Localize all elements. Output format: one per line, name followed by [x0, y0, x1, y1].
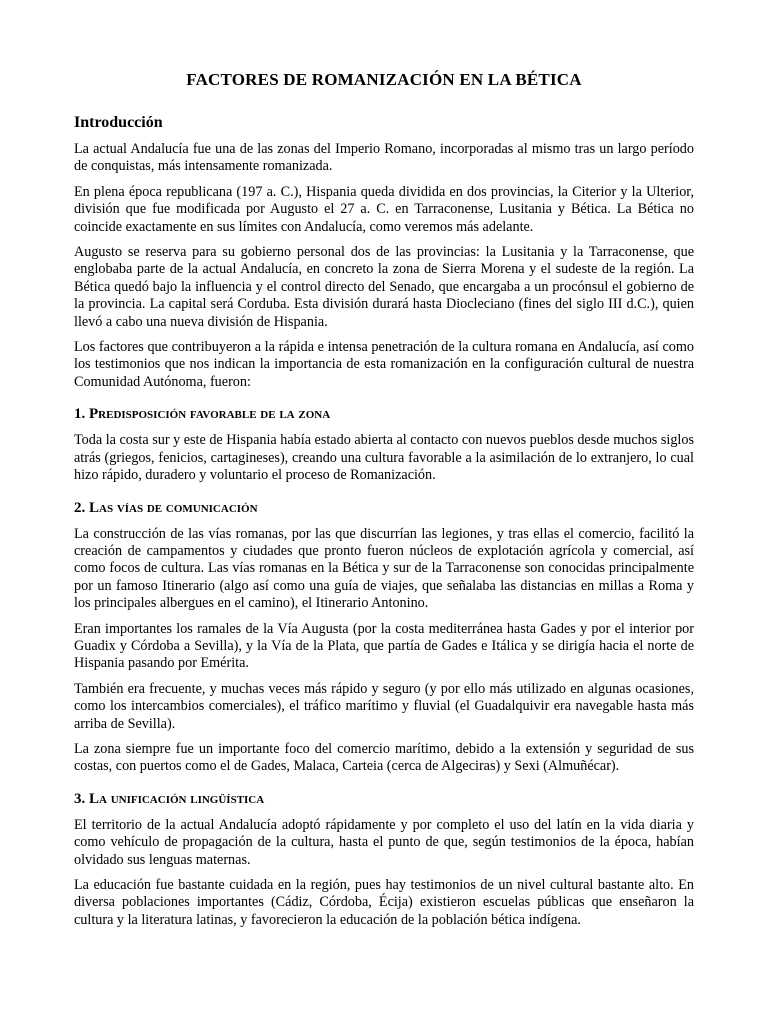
- section-paragraph: También era frecuente, y muchas veces más rápido y seguro (y por ello más utilizado en algunas ocasiones, como los intercambios comerciales), el tráfico marítimo y fluvial (el Guadalquivir era navegable hasta más arriba de Sevilla).: [74, 680, 694, 732]
- document-title: FACTORES DE ROMANIZACIÓN EN LA BÉTICA: [186, 70, 582, 89]
- section-paragraph: El territorio de la actual Andalucía adoptó rápidamente y por completo el uso del latín en la vida diaria y como vehículo de propagación de la cultura, hasta el punto de que, según testimonios de la época, habían olvidado sus lenguas maternas.: [74, 816, 694, 868]
- intro-paragraph-1: La actual Andalucía fue una de las zonas del Imperio Romano, incorporadas al mismo tras un largo período de conquistas, más intensamente romanizada.: [74, 141, 694, 175]
- section-1: [74, 406, 694, 484]
- section-heading: [74, 406, 694, 423]
- section-number: 3.: [74, 790, 86, 807]
- section-heading: [74, 500, 694, 517]
- section-title: La unificación lingüística: [89, 790, 265, 807]
- intro-heading: Introducción: [74, 114, 163, 131]
- intro-paragraph-2: En plena época republicana (197 a. C.), Hispania queda dividida en dos provincias, la Citerior y la Ulterior, división que fue modificada por Augusto el 27 a. C. en Tarraconense, Lusitania y Bética. La Bética no coincide exactamente en sus límites con Andalucía, como veremos más adelante.: [74, 183, 694, 235]
- section-heading: [74, 791, 694, 808]
- section-paragraph: La construcción de las vías romanas, por las que discurrían las legiones, y tras ellas el comercio, facilitó la creación de campamentos y ciudades que pronto fueron núcleos de explotación agrícola y comercial, así como focos de cultura. Las vías romanas en la Bética y sur de la Tarraconense son conocidas principalmente por un famoso Itinerario (algo así como una guía de viajes, que señalaba las distancias en millas a Roma y los principales albergues en el camino), el Itinerario Antonino.: [74, 525, 694, 612]
- section-paragraph: Toda la costa sur y este de Hispania había estado abierta al contacto con nuevos pueblos desde muchos siglos atrás (griegos, fenicios, cartagineses), creando una cultura favorable a la asimilación de lo extranjero, lo cual hizo rápido, duradero y voluntario el proceso de Romanización.: [74, 432, 694, 484]
- section-paragraph: Eran importantes los ramales de la Vía Augusta (por la costa mediterránea hasta Gades y por el interior por Guadix y Córdoba a Sevilla), y la Vía de la Plata, que partía de Gades e Itálica y se dirigía hacia el norte de Hispania pasando por Emérita.: [74, 620, 694, 672]
- intro-paragraph-3: Augusto se reserva para su gobierno personal dos de las provincias: la Lusitania y la Tarraconense, que englobaba parte de la actual Andalucía, en concreto la zona de Sierra Morena y el sudeste de la región. La Bética quedó bajo la influencia y el control directo del Senado, que encargaba a un procónsul el gobierno de la provincia. La capital será Corduba. Esta división durará hasta Diocleciano (fines del siglo III d.C.), quien llevó a cabo una nueva división de Hispania.: [74, 244, 694, 330]
- section-3: [74, 791, 694, 929]
- section-paragraph: La zona siempre fue un importante foco del comercio marítimo, debido a la extensión y seguridad de sus costas, con puertos como el de Gades, Malaca, Carteia (cerca de Algeciras) y Sexi (Almuñécar).: [74, 740, 694, 775]
- section-title: Predisposición favorable de la zona: [89, 406, 331, 423]
- intro-paragraph-4: Los factores que contribuyeron a la rápida e intensa penetración de la cultura romana en Andalucía, así como los testimonios que nos indican la importancia de esta romanización en la configuración cultural de nuestra Comunidad Autónoma, fueron:: [74, 339, 694, 390]
- section-paragraph: La educación fue bastante cuidada en la región, pues hay testimonios de un nivel cultural bastante alto. En diversa poblaciones importantes (Cádiz, Córdoba, Écija) existieron escuelas públicas que enseñaron la cultura y la literatura latinas, y favorecieron la educación de la población bética indígena.: [74, 877, 694, 928]
- section-number: 1.: [74, 406, 86, 423]
- intro-section: [74, 114, 694, 391]
- section-2: [74, 500, 694, 776]
- section-number: 2.: [74, 499, 86, 516]
- section-title: Las vías de comunicación: [89, 499, 258, 516]
